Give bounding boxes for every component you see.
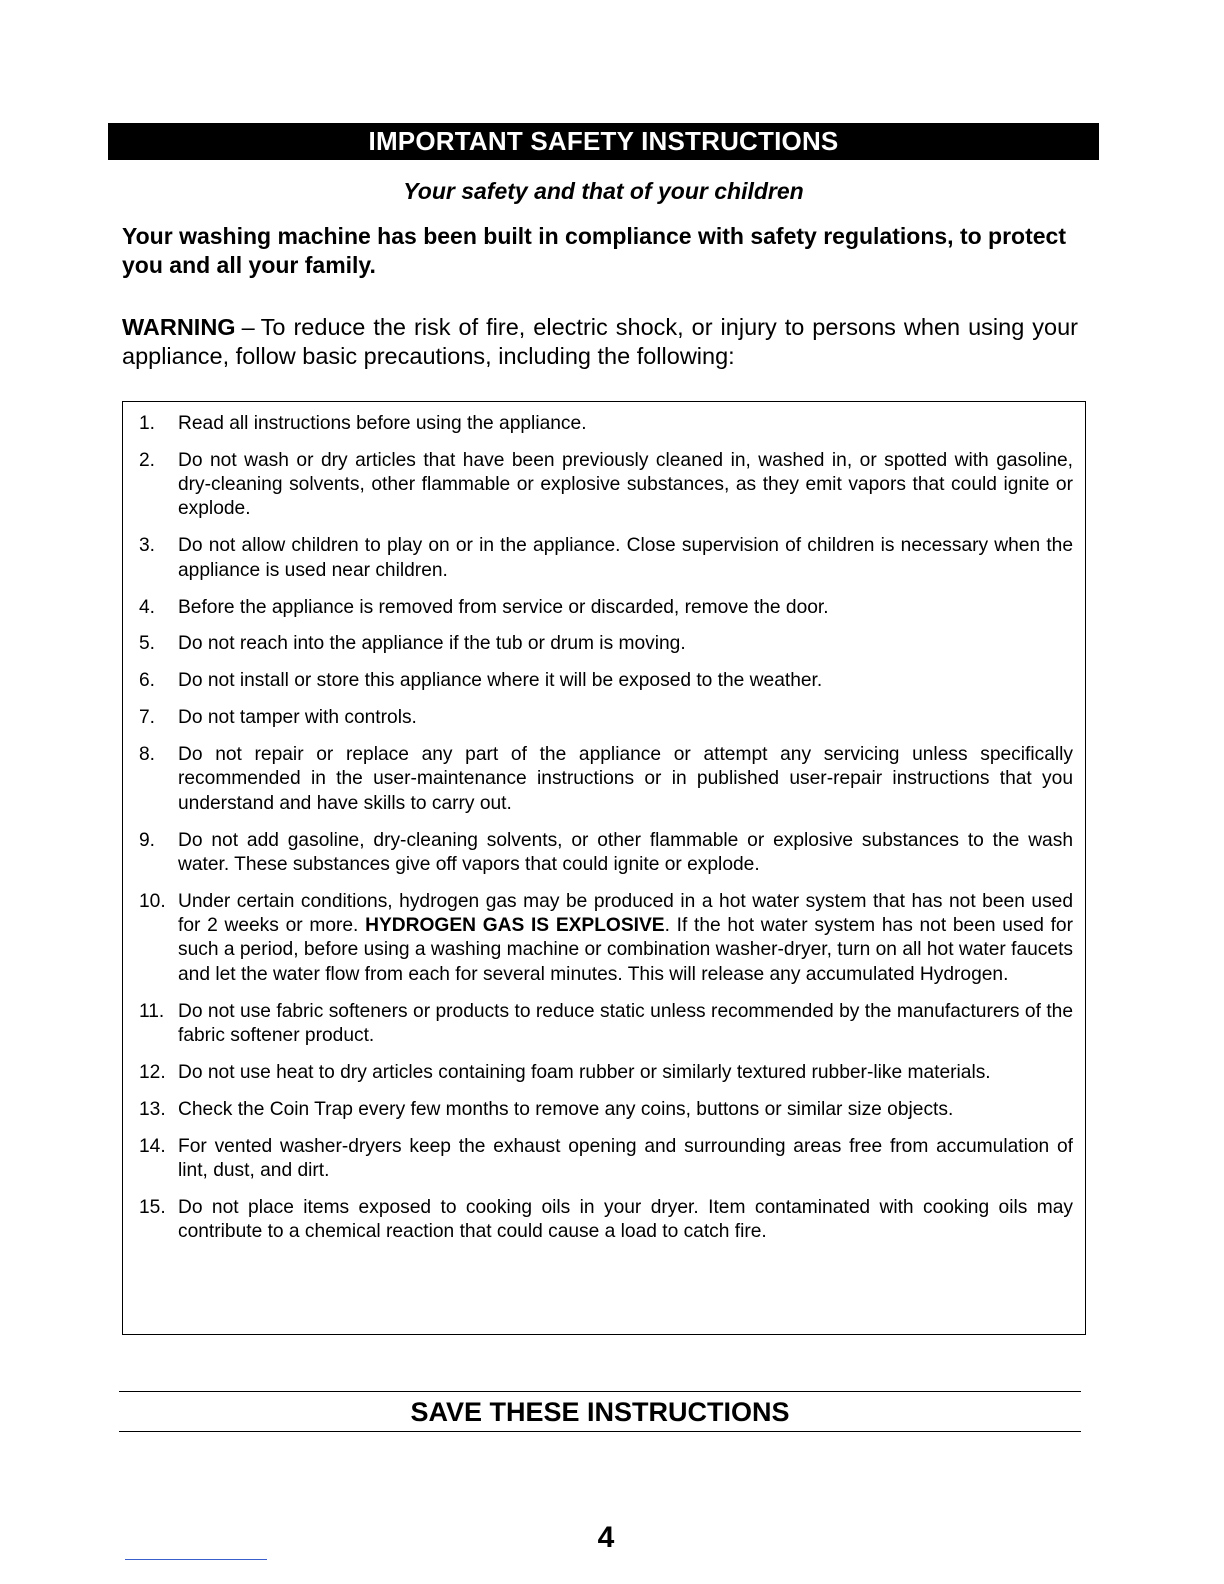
item-number: 3.: [139, 535, 156, 557]
item-text: Do not tamper with controls.: [178, 707, 417, 729]
item-text: Before the appliance is removed from service or discarded, remove the door.: [178, 596, 829, 618]
item-text: Do not wash or dry articles that have been previously cleaned in, washed in, or spotted with gasoline, dry-cleaning solvents, other flammable or explosive substances, as they emit vapors that could ignite or explode.: [178, 449, 1073, 520]
item-text: Do not add gasoline, dry-cleaning solvents, or other flammable or explosive substances to the wash water. These substances give off vapors that could ignite or explode.: [178, 829, 1073, 875]
warning-paragraph: [122, 313, 1078, 371]
item-number: 2.: [139, 449, 156, 471]
item-number: 15.: [139, 1196, 166, 1218]
instructions-box: [122, 401, 1086, 1335]
item-text: Do not use heat to dry articles containing foam rubber or similarly textured rubber-like materials.: [178, 1061, 991, 1083]
item-number: 10.: [139, 890, 166, 912]
item-number: 9.: [139, 829, 156, 851]
instructions-list: [139, 412, 1073, 1257]
intro-paragraph: Your washing machine has been built in compliance with safety regulations, to protect you and all your family.: [122, 223, 1067, 278]
item-text: Do not place items exposed to cooking oils in your dryer. Item contaminated with cooking oils may contribute to a chemical reaction that could cause a load to catch fire.: [178, 1196, 1073, 1243]
item-text: Do not install or store this appliance where it will be exposed to the weather.: [178, 670, 823, 692]
list-item: [139, 596, 1073, 620]
item-number: 6.: [139, 670, 156, 692]
list-item: [139, 669, 1073, 693]
footnote-rule: [125, 1559, 267, 1560]
list-item: [139, 1061, 1073, 1085]
list-item: [139, 1135, 1073, 1184]
page-subtitle: Your safety and that of your children: [403, 178, 804, 204]
warning-text: To reduce the risk of fire, electric shock, or injury to persons when using your appliance, follow basic precautions, including the following:: [122, 314, 1078, 369]
list-item: [139, 1196, 1073, 1245]
list-item: [139, 449, 1073, 522]
page-number: 4: [597, 1521, 615, 1554]
item-text: Do not repair or replace any part of the appliance or attempt any servicing unless specifically recommended in the user-maintenance instructions or in published user-repair instructions that you understand and have skills to carry out.: [178, 744, 1073, 814]
item-number: 8.: [139, 744, 156, 766]
divider-top: [119, 1391, 1081, 1392]
list-item: [139, 1000, 1073, 1049]
list-item: [139, 743, 1073, 816]
item-number: 4.: [139, 596, 156, 618]
warning-label: WARNING: [122, 314, 236, 340]
item-number: 12.: [139, 1061, 166, 1083]
list-item: [139, 706, 1073, 730]
item-text: Do not reach into the appliance if the tub or drum is moving.: [178, 633, 686, 655]
item-number: 1.: [139, 413, 156, 434]
item-number: 14.: [139, 1135, 166, 1157]
item-number: 5.: [139, 633, 156, 655]
list-item: [139, 829, 1073, 878]
item-text: For vented washer-dryers keep the exhaust opening and surrounding areas free from accumulation of lint, dust, and dirt.: [178, 1135, 1073, 1181]
save-instructions-heading: SAVE THESE INSTRUCTIONS: [410, 1397, 790, 1427]
item-number: 13.: [139, 1098, 166, 1120]
item-number: 7.: [139, 707, 156, 729]
list-item: [139, 412, 1073, 436]
item-text: Do not allow children to play on or in the appliance. Close supervision of children is necessary when the appliance is used near children.: [178, 535, 1073, 581]
list-item: [139, 890, 1073, 987]
list-item: [139, 534, 1073, 583]
item-text: Check the Coin Trap every few months to remove any coins, buttons or similar size objects.: [178, 1098, 954, 1120]
item-text: . If the hot water system has not been used for such a period, before using a washing machine or combination washer-dryer, turn on all hot water faucets and let the water flow from each for several minutes. This will release any accumulated Hydrogen.: [178, 915, 1073, 985]
divider-bottom: [119, 1431, 1081, 1432]
item-text: Read all instructions before using the appliance.: [178, 413, 587, 434]
item-text-emphasis: HYDROGEN GAS IS EXPLOSIVE: [365, 915, 665, 937]
item-text: Do not use fabric softeners or products to reduce static unless recommended by the manufacturers of the fabric softener product.: [178, 1000, 1073, 1046]
page-title: IMPORTANT SAFETY INSTRUCTIONS: [108, 123, 1099, 160]
list-item: [139, 632, 1073, 656]
item-text: Under certain conditions, hydrogen gas may be produced in a hot water system that has not been used for 2 weeks or more.: [178, 890, 1073, 937]
warning-dash: –: [241, 314, 255, 340]
list-item: [139, 1098, 1073, 1122]
item-number: 11.: [139, 1000, 165, 1022]
